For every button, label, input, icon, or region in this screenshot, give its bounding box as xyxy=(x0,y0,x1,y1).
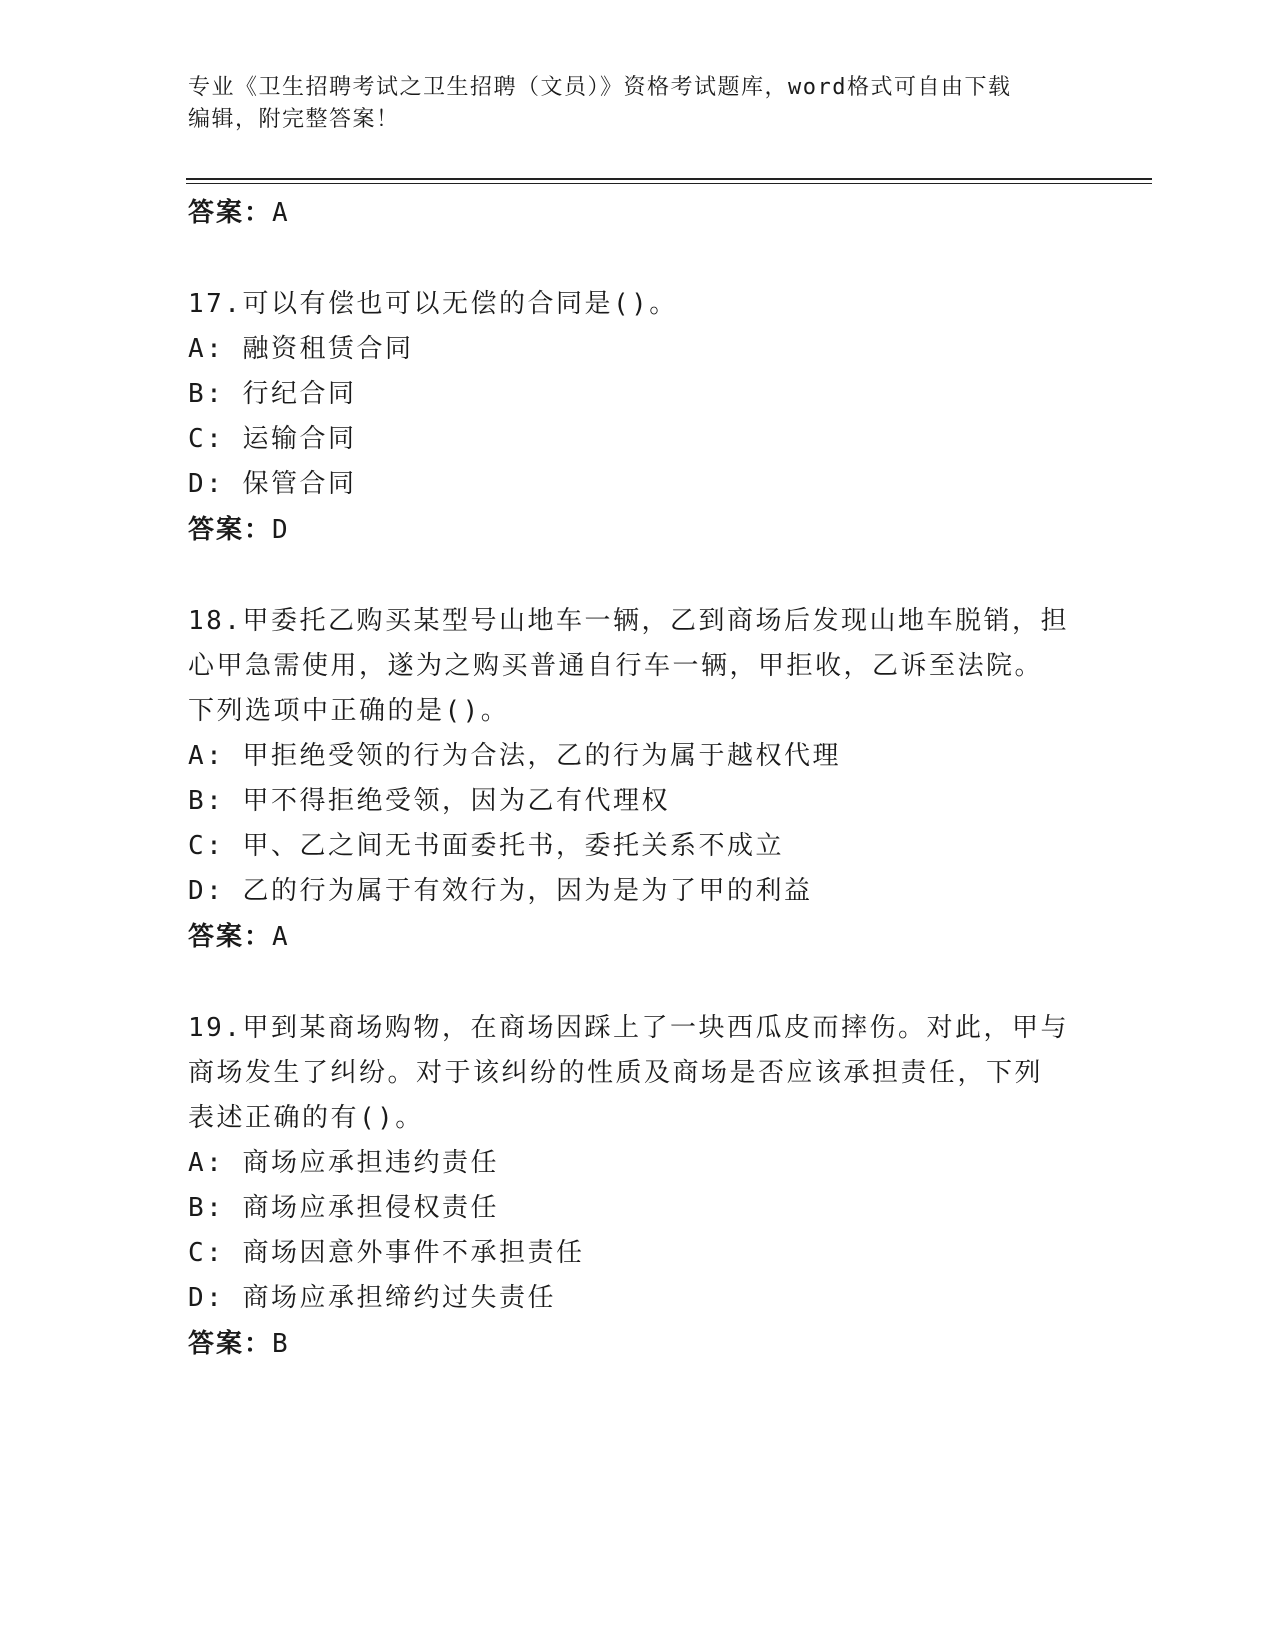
answer-line xyxy=(188,507,1088,553)
header-line-1: 专业《卫生招聘考试之卫生招聘（文员）》资格考试题库，word格式可自由下载 xyxy=(188,75,1012,100)
header-line-2: 编辑，附完整答案！ xyxy=(188,107,400,132)
answer-value: A xyxy=(272,922,290,952)
question-17 xyxy=(188,282,1088,553)
answer-line xyxy=(188,1321,1088,1367)
option-c: C: 商场因意外事件不承担责任 xyxy=(188,1238,585,1268)
question-text-line-1: 19.甲到某商场购物，在商场因踩上了一块西瓜皮而摔伤。对此，甲与 xyxy=(188,1013,1069,1043)
option-d: D: 乙的行为属于有效行为，因为是为了甲的利益 xyxy=(188,876,813,906)
answer-line xyxy=(188,190,1088,236)
document-body xyxy=(188,190,1088,1367)
question-text-line-1: 18.甲委托乙购买某型号山地车一辆，乙到商场后发现山地车脱销，担 xyxy=(188,606,1069,636)
option-c: C: 甲、乙之间无书面委托书，委托关系不成立 xyxy=(188,831,784,861)
question-text-line-2: 心甲急需使用，遂为之购买普通自行车一辆，甲拒收，乙诉至法院。 xyxy=(188,651,1044,681)
option-a: A: 甲拒绝受领的行为合法，乙的行为属于越权代理 xyxy=(188,741,841,771)
answer-value: D xyxy=(272,515,290,545)
option-b: B: 甲不得拒绝受领，因为乙有代理权 xyxy=(188,786,670,816)
header-divider-thin xyxy=(186,183,1152,184)
answer-line xyxy=(188,914,1088,960)
answer-value: A xyxy=(272,198,290,228)
option-d: D: 保管合同 xyxy=(188,469,357,499)
option-a: A: 融资租赁合同 xyxy=(188,334,414,364)
document-header xyxy=(188,72,1088,136)
question-text: 17.可以有偿也可以无偿的合同是()。 xyxy=(188,289,678,319)
answer-label: 答案： xyxy=(188,198,273,228)
question-19 xyxy=(188,1006,1088,1367)
question-text-line-3: 下列选项中正确的是()。 xyxy=(188,696,510,726)
question-18 xyxy=(188,599,1088,960)
question-text-line-3: 表述正确的有()。 xyxy=(188,1103,424,1133)
option-c: C: 运输合同 xyxy=(188,424,357,454)
option-b: B: 商场应承担侵权责任 xyxy=(188,1193,499,1223)
answer-label: 答案： xyxy=(188,515,273,545)
question-text-line-2: 商场发生了纠纷。对于该纠纷的性质及商场是否应该承担责任，下列 xyxy=(188,1058,1044,1088)
answer-value: B xyxy=(272,1329,290,1359)
option-d: D: 商场应承担缔约过失责任 xyxy=(188,1283,556,1313)
answer-label: 答案： xyxy=(188,922,273,952)
header-divider-thick xyxy=(186,178,1152,180)
answer-label: 答案： xyxy=(188,1329,273,1359)
option-b: B: 行纪合同 xyxy=(188,379,357,409)
option-a: A: 商场应承担违约责任 xyxy=(188,1148,499,1178)
